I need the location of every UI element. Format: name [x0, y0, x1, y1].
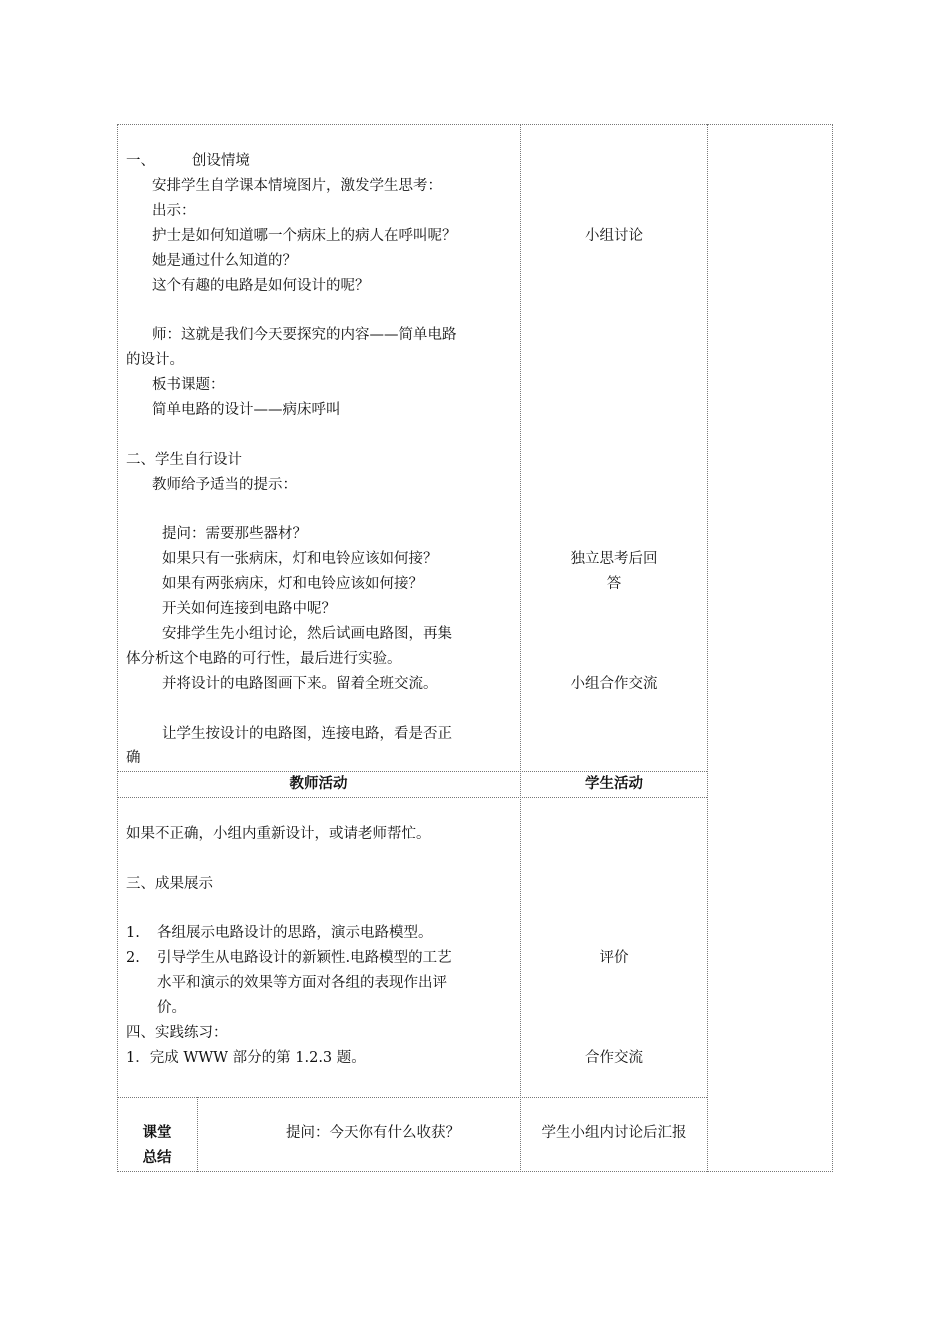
ask-3: 如果有两张病床，灯和电铃应该如何接？ — [162, 576, 423, 592]
section4-heading: 四、实践练习： — [126, 1025, 228, 1041]
student-group-exchange: 小组合作交流 — [570, 676, 658, 692]
summary-student-action: 学生小组内讨论后汇报 — [541, 1125, 687, 1141]
redesign-line: 如果不正确，小组内重新设计，或请老师帮忙。 — [126, 826, 431, 842]
item2-line1: 引导学生从电路设计的新颖性.电路模型的工艺 — [157, 950, 452, 966]
student-think-a: 独立思考后回 — [570, 551, 658, 567]
row-divider-summary — [117, 1097, 707, 1098]
question-1: 护士是如何知道哪一个病床上的病人在呼叫呢？ — [152, 228, 457, 244]
student-group-discuss: 小组讨论 — [585, 228, 643, 244]
practice-item-1: 1．完成 WWW 部分的第 1.2.3 题。 — [126, 1050, 366, 1066]
header-teacher-activity: 教师活动 — [289, 776, 348, 792]
item2-line2: 水平和演示的效果等方面对各组的表现作出评 — [157, 975, 447, 991]
show-line: 出示： — [152, 203, 196, 219]
section3-heading: 三、成果展示 — [126, 876, 213, 892]
ask-1: 提问：需要那些器材？ — [162, 526, 307, 542]
column-divider-summary-label — [197, 1097, 198, 1172]
hint-intro: 教师给予适当的提示： — [152, 477, 297, 493]
draw-line: 并将设计的电路图画下来。留着全班交流。 — [162, 676, 438, 692]
item2-line3: 价。 — [157, 1000, 186, 1016]
summary-question: 提问：今天你有什么收获？ — [286, 1125, 460, 1141]
student-think-b: 答 — [606, 576, 622, 592]
board-title: 简单电路的设计——病床呼叫 — [152, 402, 341, 418]
row-divider-header-bottom — [117, 797, 707, 798]
teacher-line-a: 师：这就是我们今天要探究的内容——简单电路 — [152, 327, 457, 343]
summary-label-a: 课堂 — [142, 1125, 172, 1141]
ask-2: 如果只有一张病床，灯和电铃应该如何接？ — [162, 551, 438, 567]
section2-heading: 二、学生自行设计 — [126, 452, 242, 468]
item1-number: 1. — [126, 925, 140, 941]
question-2: 她是通过什么知道的？ — [152, 253, 297, 269]
question-3: 这个有趣的电路是如何设计的呢？ — [152, 278, 370, 294]
summary-label-b: 总结 — [142, 1150, 172, 1166]
board-label: 板书课题： — [152, 377, 225, 393]
arrange-b: 体分析这个电路的可行性，最后进行实验。 — [126, 651, 402, 667]
ask-4: 开关如何连接到电路中呢？ — [162, 601, 336, 617]
teacher-line-b: 的设计。 — [126, 352, 184, 368]
column-divider-student-notes — [707, 124, 708, 1172]
section1-heading: 一、 创设情境 — [126, 153, 250, 169]
item1-text: 各组展示电路设计的思路，演示电路模型。 — [157, 925, 433, 941]
item2-number: 2. — [126, 950, 140, 966]
connect-b: 确 — [126, 750, 141, 766]
column-divider-teacher-student — [520, 124, 521, 1172]
connect-a: 让学生按设计的电路图，连接电路，看是否正 — [162, 726, 452, 742]
arrange-line: 安排学生自学课本情境图片，激发学生思考： — [152, 178, 442, 194]
arrange-a: 安排学生先小组讨论，然后试画电路图，再集 — [162, 626, 452, 642]
student-cooperate: 合作交流 — [585, 1050, 643, 1066]
student-evaluate: 评价 — [599, 950, 629, 966]
header-student-activity: 学生活动 — [585, 776, 643, 792]
